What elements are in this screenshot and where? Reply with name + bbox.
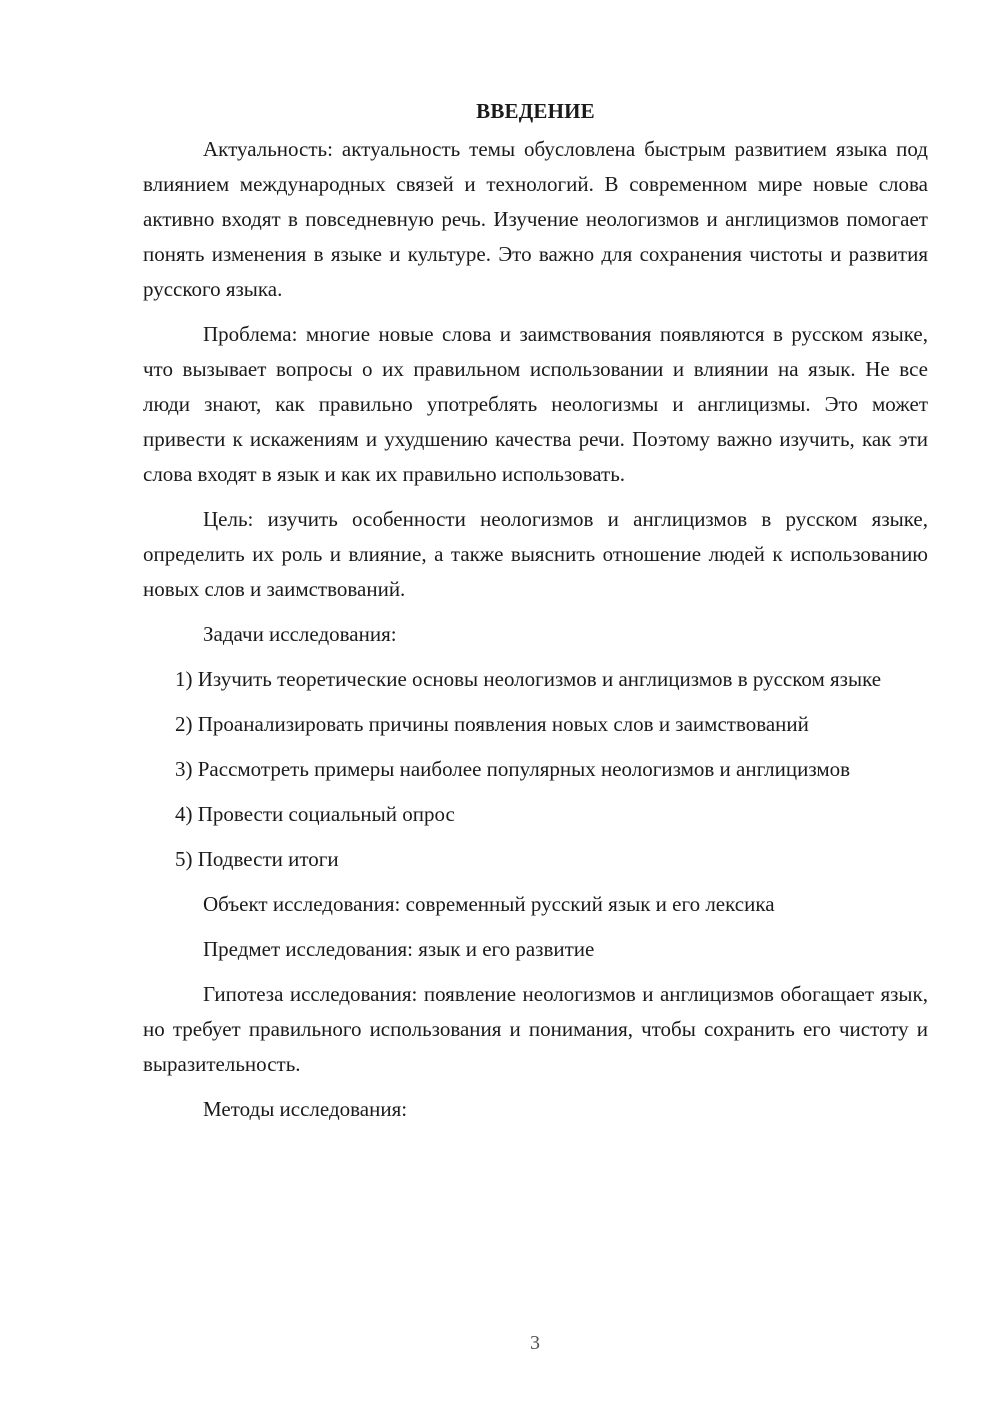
paragraph-goal: Цель: изучить особенности неологизмов и англицизмов в русском языке, определить их роль и влияние, а также выяснить отношение людей к использованию новых слов и заимствований.: [143, 507, 928, 601]
document-title: ВВЕДЕНИЕ: [476, 99, 595, 123]
paragraph-relevance: Актуальность: актуальность темы обусловлена быстрым развитием языка под влиянием международных связей и технологий. В современном мире новые слова активно входят в повседневную речь. Изучение неологизмов и англицизмов помогает понять изменения в языке и культуре. Это важно для сохранения чистоты и развития русского языка.: [143, 137, 928, 301]
paragraph-problem: Проблема: многие новые слова и заимствования появляются в русском языке, что вызывает вопросы о их правильном использовании и влиянии на язык. Не все люди знают, как правильно употреблять неологизмы и англицизмы. Это может привести к искажениям и ухудшению качества речи. Поэтому важно изучить, как эти слова входят в язык и как их правильно использовать.: [143, 322, 928, 486]
page-number: 3: [530, 1332, 540, 1354]
research-methods: Методы исследования:: [203, 1097, 408, 1121]
document-page: [143, 92, 928, 1137]
research-subject: Предмет исследования: язык и его развитие: [203, 937, 595, 961]
task-item-2: 2) Проанализировать причины появления новых слов и заимствований: [175, 712, 809, 736]
research-object: Объект исследования: современный русский язык и его лексика: [203, 892, 775, 916]
tasks-heading: Задачи исследования:: [203, 622, 397, 646]
research-hypothesis: Гипотеза исследования: появление неологизмов и англицизмов обогащает язык, но требует правильного использования и понимания, чтобы сохранить его чистоту и выразительность.: [143, 982, 928, 1076]
task-item-3: 3) Рассмотреть примеры наиболее популярных неологизмов и англицизмов: [175, 757, 851, 781]
task-item-1: 1) Изучить теоретические основы неологизмов и англицизмов в русском языке: [175, 667, 882, 691]
task-item-5: 5) Подвести итоги: [175, 847, 339, 871]
task-item-4: 4) Провести социальный опрос: [175, 802, 455, 826]
